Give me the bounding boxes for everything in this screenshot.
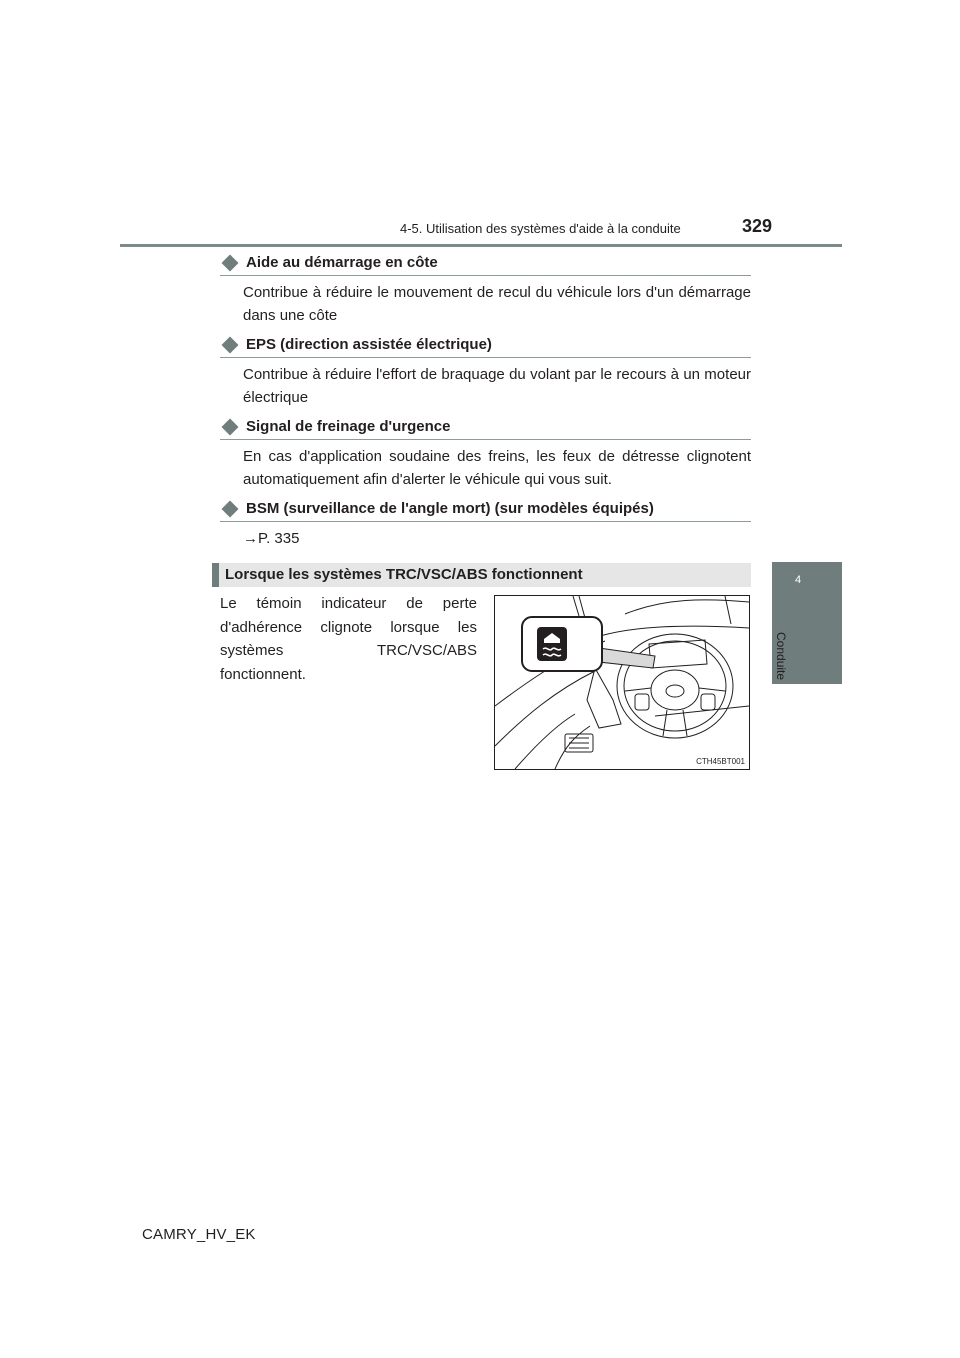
item-heading-hill-start-assist xyxy=(220,254,438,271)
item-heading-eps xyxy=(220,336,492,353)
section-paragraph: Le témoin indicateur de perte d'adhérence clignote lorsque les systèmes TRC/VSC/ABS fonctionnent. xyxy=(220,595,477,683)
diamond-bullet-icon xyxy=(222,418,239,435)
page-number: 329 xyxy=(742,216,773,236)
section-heading-bar xyxy=(212,563,751,587)
item-heading-rule xyxy=(220,357,751,358)
item-heading-rule xyxy=(220,275,751,276)
diamond-bullet-icon xyxy=(222,500,239,517)
chapter-number: 4 xyxy=(794,574,802,586)
diamond-bullet-icon xyxy=(222,336,239,353)
dashboard-illustration-svg xyxy=(495,596,749,769)
item-heading-emergency-brake-signal xyxy=(220,418,450,435)
item-heading-bsm xyxy=(220,500,654,517)
dashboard-illustration xyxy=(494,595,750,770)
item-heading-label: BSM (surveillance de l'angle mort) (sur modèles équipés) xyxy=(246,500,654,517)
figure-code: CTH45BT001 xyxy=(696,757,745,766)
diamond-bullet-icon xyxy=(222,254,239,271)
section-heading-title: Lorsque les systèmes TRC/VSC/ABS fonctionnent xyxy=(225,566,583,583)
item-heading-label: Signal de freinage d'urgence xyxy=(246,418,451,435)
chapter-label: Conduite xyxy=(774,632,788,681)
item-heading-label: Aide au démarrage en côte xyxy=(246,254,438,271)
item-heading-rule xyxy=(220,439,751,440)
header-divider xyxy=(120,244,842,247)
section-heading-accent xyxy=(212,563,219,587)
page-reference-link[interactable]: →P. 335 xyxy=(243,530,300,547)
model-code: CAMRY_HV_EK xyxy=(142,1226,256,1243)
header-section-title: 4-5. Utilisation des systèmes d'aide à la conduite xyxy=(400,221,681,236)
item-description: Contribue à réduire le mouvement de recul du véhicule lors d'un démarrage dans une côte xyxy=(243,284,751,324)
item-description: En cas d'application soudaine des freins, les feux de détresse clignotent automatiquement afin d'alerter le véhicule qui vous suit. xyxy=(243,448,751,488)
item-description: Contribue à réduire l'effort de braquage du volant par le recours à un moteur électrique xyxy=(243,366,751,406)
item-heading-label: EPS (direction assistée électrique) xyxy=(246,336,492,353)
item-heading-rule xyxy=(220,521,751,522)
